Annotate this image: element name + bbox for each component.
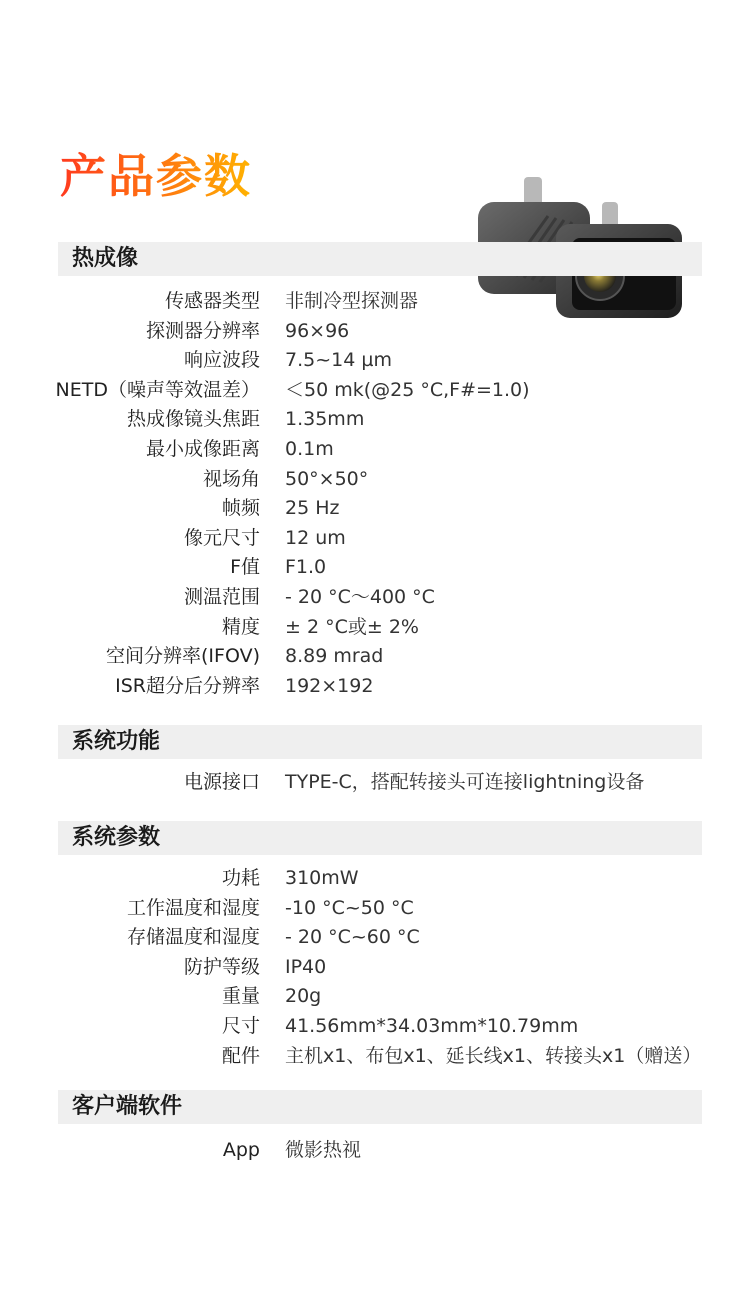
spec-label: 功耗	[221, 867, 260, 889]
section-title: 系统参数	[72, 825, 161, 850]
spec-row	[0, 768, 750, 797]
spec-label: 传感器类型	[164, 290, 260, 312]
spec-label: F值	[230, 556, 260, 579]
spec-label: App	[222, 1139, 260, 1161]
spec-value: ± 2 °C或± 2%	[285, 615, 419, 638]
spec-label: 尺寸	[221, 1015, 260, 1037]
spec-row	[0, 376, 750, 405]
spec-value: TYPE-C，搭配转接头可连接lightning设备	[285, 771, 645, 793]
spec-label: 像元尺寸	[183, 526, 260, 549]
spec-value: - 20 °C～400 °C	[285, 586, 435, 608]
spec-value: 12 um	[285, 526, 346, 549]
section-title: 客户端软件	[72, 1094, 183, 1119]
section-header-bar	[58, 242, 702, 276]
spec-row	[0, 1136, 750, 1165]
spec-row	[0, 553, 750, 582]
spec-value: 主机x1、布包x1、延长线x1、转接头x1（赠送）	[285, 1044, 702, 1067]
spec-label: 响应波段	[183, 349, 260, 372]
spec-row	[0, 953, 750, 982]
spec-row	[0, 1042, 750, 1071]
spec-row	[0, 982, 750, 1011]
spec-value: 7.5~14 µm	[285, 349, 392, 372]
spec-row	[0, 465, 750, 494]
spec-value: 0.1m	[285, 438, 334, 460]
spec-row	[0, 583, 750, 612]
spec-label: NETD（噪声等效温差）	[55, 378, 260, 401]
spec-label: 工作温度和湿度	[126, 896, 260, 919]
spec-value: 8.89 mrad	[285, 645, 384, 668]
spec-row	[0, 346, 750, 375]
spec-label: 精度	[221, 615, 260, 638]
spec-label: 重量	[221, 985, 260, 1008]
spec-row	[0, 524, 750, 553]
spec-label: 配件	[221, 1044, 260, 1067]
spec-row	[0, 923, 750, 952]
spec-label: 测温范围	[183, 586, 260, 608]
spec-label: 探测器分辨率	[145, 319, 260, 342]
spec-row	[0, 672, 750, 701]
spec-label: ISR超分后分辨率	[115, 674, 260, 697]
spec-value: IP40	[285, 955, 327, 978]
spec-value: -10 °C~50 °C	[285, 896, 414, 919]
spec-label: 最小成像距离	[145, 438, 260, 460]
spec-value: 非制冷型探测器	[285, 290, 419, 312]
section-title: 热成像	[72, 246, 139, 271]
page-title: 产品参数	[60, 140, 252, 206]
spec-value: 310mW	[285, 867, 359, 889]
spec-value: - 20 °C~60 °C	[285, 926, 420, 949]
spec-label: 帧频	[221, 497, 260, 520]
spec-value: F1.0	[285, 556, 327, 579]
spec-value: 192×192	[285, 674, 374, 697]
section-title: 系统功能	[72, 729, 161, 754]
spec-row	[0, 1012, 750, 1041]
spec-value: 1.35mm	[285, 408, 365, 431]
spec-row	[0, 642, 750, 671]
spec-value: 25 Hz	[285, 497, 340, 520]
spec-value: 微影热视	[285, 1139, 362, 1161]
spec-label: 电源接口	[183, 771, 260, 793]
spec-value: ＜50 mk(@25 °C,F#=1.0)	[285, 378, 530, 401]
spec-row	[0, 894, 750, 923]
spec-value: 50°×50°	[285, 467, 369, 490]
spec-value: 20g	[285, 985, 322, 1008]
spec-label: 防护等级	[183, 955, 260, 978]
spec-label: 存储温度和湿度	[126, 926, 260, 949]
spec-label: 热成像镜头焦距	[126, 408, 260, 431]
spec-label: 视场角	[202, 467, 260, 490]
spec-row	[0, 864, 750, 893]
spec-row	[0, 287, 750, 316]
spec-value: 96×96	[285, 319, 350, 342]
spec-row	[0, 435, 750, 464]
spec-row	[0, 494, 750, 523]
spec-row	[0, 405, 750, 434]
spec-row	[0, 317, 750, 346]
spec-row	[0, 613, 750, 642]
spec-label: 空间分辨率(IFOV)	[106, 645, 260, 668]
spec-value: 41.56mm*34.03mm*10.79mm	[285, 1015, 579, 1037]
